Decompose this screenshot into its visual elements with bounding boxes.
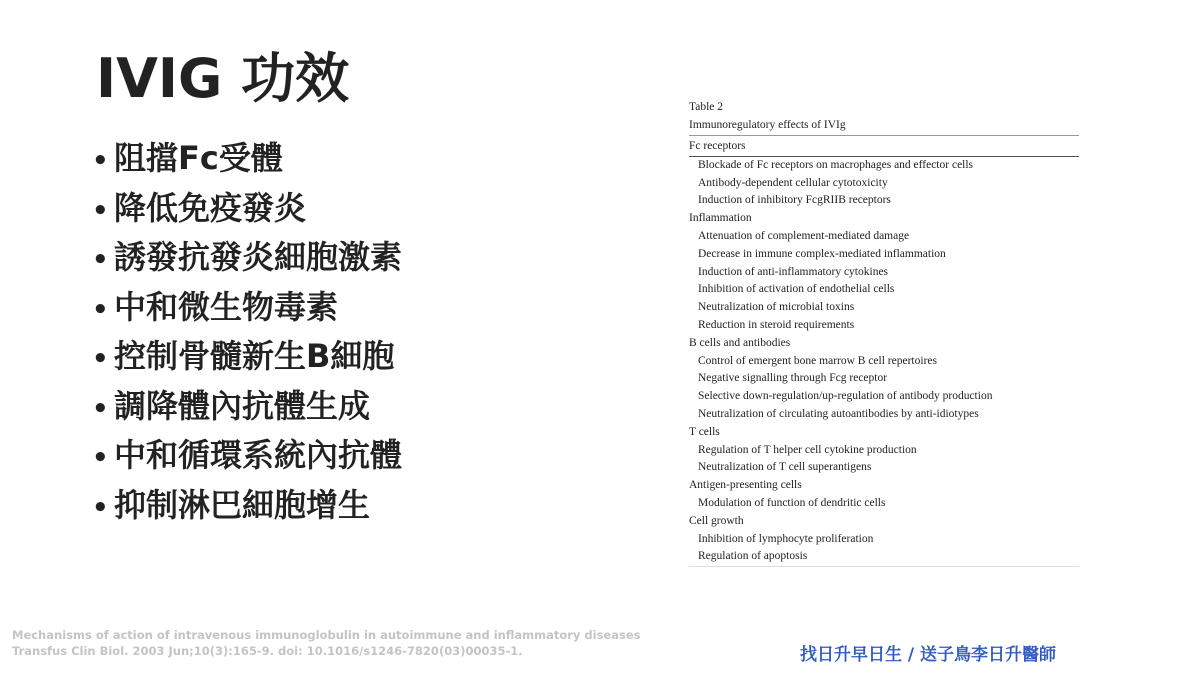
bullet-text: 中和微生物毒素 xyxy=(114,287,339,326)
table-row: Induction of anti-inflammatory cytokines xyxy=(698,265,889,278)
bullet-text: 控制骨髓新生B細胞 xyxy=(114,337,395,375)
bullet-list xyxy=(92,134,402,530)
bullet-text: 調降體內抗體生成 xyxy=(114,386,371,425)
bullet-dot: • xyxy=(92,294,109,325)
reference-table xyxy=(689,99,1079,567)
bullet-item xyxy=(92,134,402,184)
table-row: Induction of inhibitory FcgRIIB receptors xyxy=(698,194,891,207)
table-group-header: Inflammation xyxy=(689,212,752,225)
bullet-item xyxy=(92,184,402,234)
bullet-item xyxy=(92,481,402,531)
table-row: Inhibition of activation of endothelial cells xyxy=(698,283,895,296)
table-row: Neutralization of microbial toxins xyxy=(698,301,855,314)
citation-title: Mechanisms of action of intravenous immunoglobulin in autoimmune and inflammatory diseases xyxy=(12,628,641,642)
bullet-text: 抑制淋巴細胞增生 xyxy=(114,485,371,524)
bullet-text: 阻擋Fc受體 xyxy=(114,139,283,177)
table-row: Negative signalling through Fcg receptor xyxy=(698,372,888,385)
table-row: Selective down-regulation/up-regulation of antibody production xyxy=(698,390,993,403)
table-group-header: Antigen-presenting cells xyxy=(689,479,802,492)
table-group-header: Cell growth xyxy=(689,514,744,527)
table-row: Decrease in immune complex-mediated inflammation xyxy=(698,247,946,260)
table-row: Inhibition of lymphocyte proliferation xyxy=(698,532,874,545)
bullet-text: 誘發抗發炎細胞激素 xyxy=(114,238,403,276)
bullet-dot: • xyxy=(92,443,109,473)
author-credit: 找日升早日生 / 送子鳥李日升醫師 xyxy=(800,645,1057,665)
table-row: Control of emergent bone marrow B cell repertoires xyxy=(698,354,937,367)
bullet-dot: • xyxy=(92,393,109,424)
bullet-dot: • xyxy=(92,344,109,374)
bullet-dot: • xyxy=(92,195,109,226)
table-group-header: T cells xyxy=(689,425,720,438)
table-row: Attenuation of complement-mediated damage xyxy=(698,229,910,242)
bullet-item xyxy=(92,332,402,382)
citation xyxy=(12,627,641,659)
bullet-dot: • xyxy=(92,146,109,176)
bullet-item xyxy=(92,431,402,481)
table-body xyxy=(689,136,1079,567)
table-group-header: B cells and antibodies xyxy=(689,336,791,349)
table-group-header: Fc receptors xyxy=(689,138,1079,157)
table-row: Blockade of Fc receptors on macrophages and effector cells xyxy=(698,158,974,171)
bullet-text: 中和循環系統內抗體 xyxy=(114,436,403,474)
bullet-dot: • xyxy=(92,492,109,523)
table-row: Antibody-dependent cellular cytotoxicity xyxy=(698,176,888,189)
table-row: Modulation of function of dendritic cells xyxy=(698,496,886,509)
table-row: Regulation of T helper cell cytokine production xyxy=(698,443,917,456)
citation-source: Transfus Clin Biol. 2003 Jun;10(3):165-9. doi: 10.1016/s1246-7820(03)00035-1. xyxy=(12,644,523,658)
bullet-dot: • xyxy=(92,245,109,275)
table-label: Table 2 xyxy=(689,101,724,113)
table-caption: Immunoregulatory effects of IVIg xyxy=(689,116,1079,136)
bullet-item xyxy=(92,283,402,333)
bullet-item xyxy=(92,233,402,283)
bullet-item xyxy=(92,382,402,432)
table-row: Regulation of apoptosis xyxy=(698,550,808,563)
table-row: Neutralization of T cell superantigens xyxy=(698,461,872,474)
bullet-text: 降低免疫發炎 xyxy=(114,188,307,227)
table-row: Reduction in steroid requirements xyxy=(698,318,855,331)
table-row: Neutralization of circulating autoantibodies by anti-idiotypes xyxy=(698,407,979,420)
slide-title: IVIG 功效 xyxy=(96,47,350,110)
